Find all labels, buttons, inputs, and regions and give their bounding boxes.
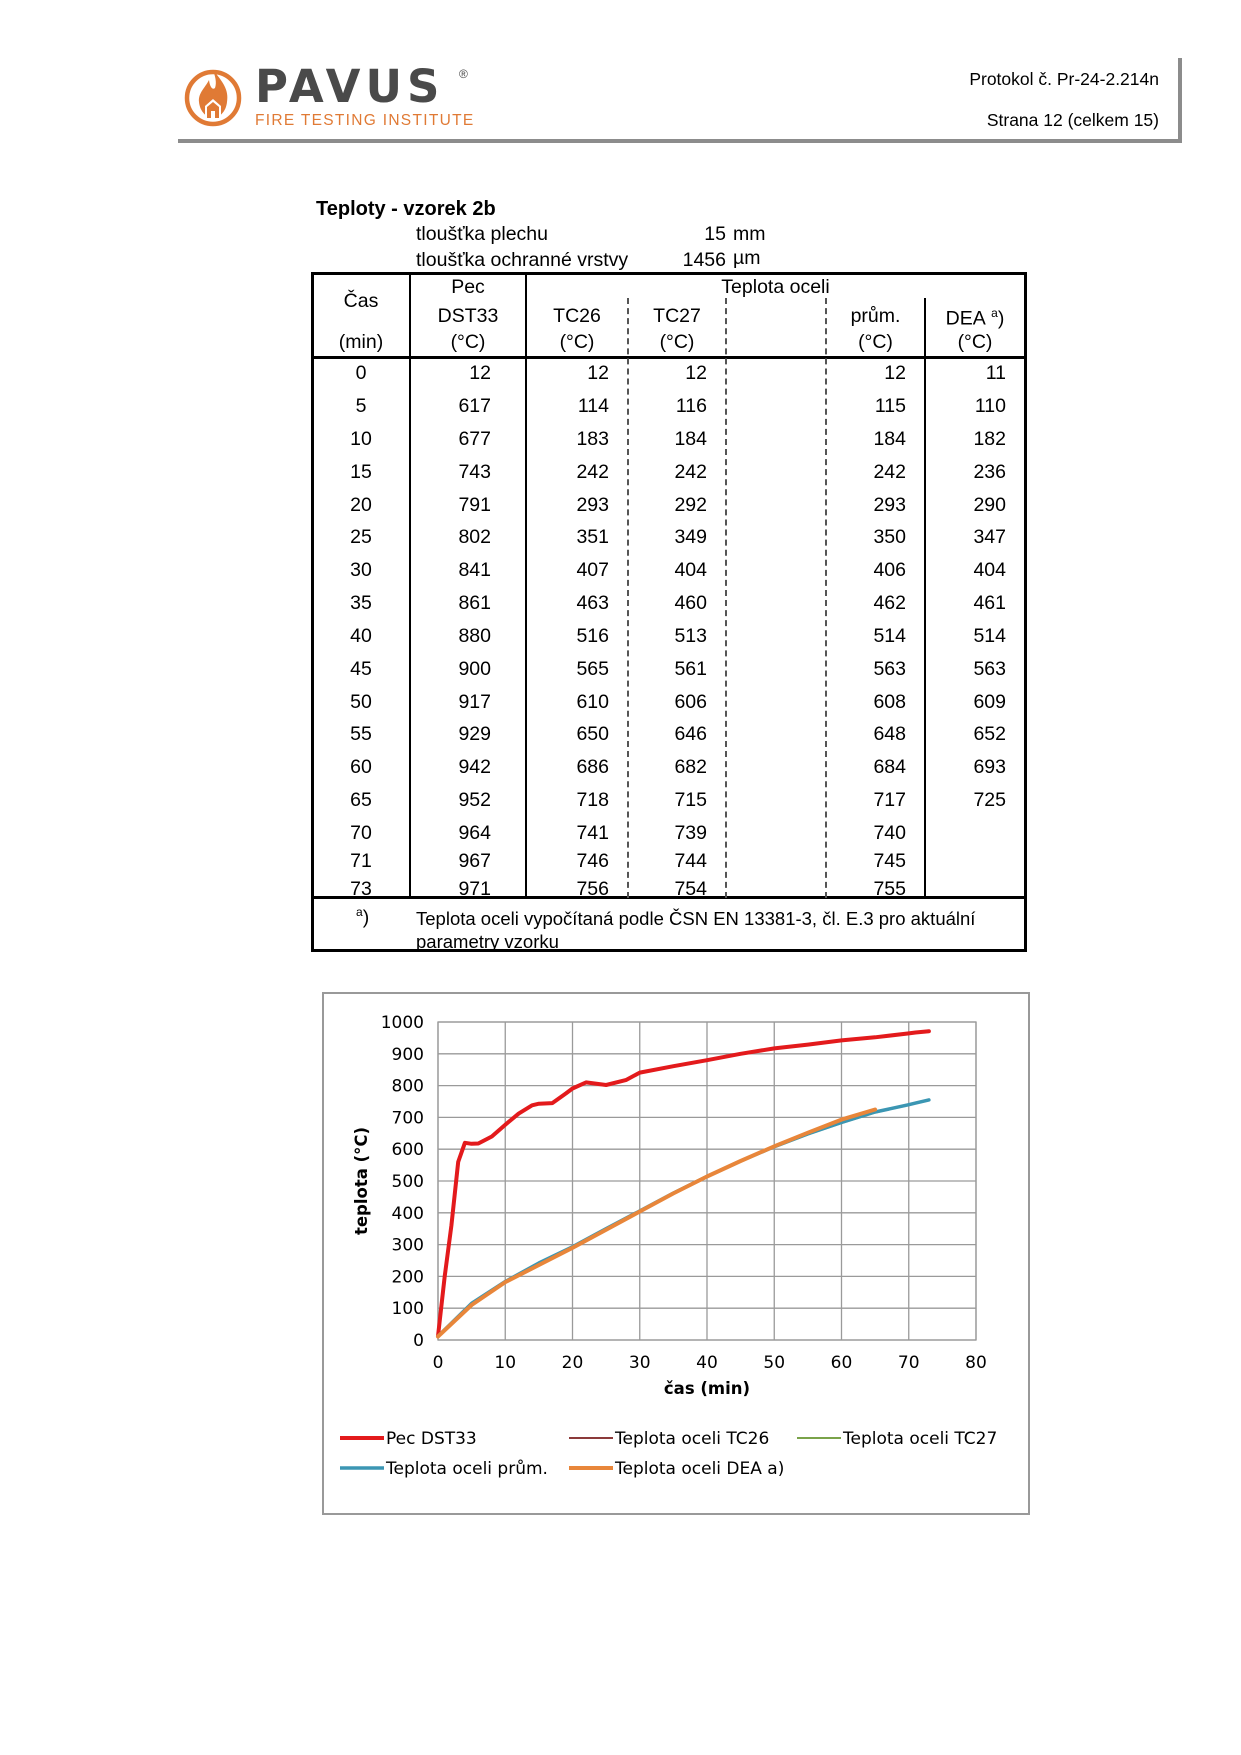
cell-tc27: 739 <box>674 822 707 844</box>
cell-mean: 563 <box>873 658 906 680</box>
col-header-time-unit: (min) <box>338 331 384 353</box>
cell-mean: 740 <box>873 822 906 844</box>
cell-dea: 404 <box>973 559 1006 581</box>
cell-tc27: 754 <box>674 878 707 900</box>
cell-tc26: 463 <box>576 592 609 614</box>
cell-furnace: 929 <box>458 723 491 745</box>
cell-mean: 242 <box>873 461 906 483</box>
cell-time: 60 <box>350 756 372 778</box>
cell-furnace: 900 <box>458 658 491 680</box>
y-tick-label: 700 <box>391 1108 424 1129</box>
temperature-chart <box>322 992 1030 1515</box>
col-header-tc26-unit: (°C) <box>559 331 595 353</box>
y-tick-label: 300 <box>391 1235 424 1256</box>
legend-label: Teplota oceli TC27 <box>843 1429 998 1449</box>
y-axis-title: teplota (°C) <box>352 1126 371 1236</box>
table-header-rule <box>311 356 1027 359</box>
param-unit-plate: mm <box>733 223 766 245</box>
cell-time: 70 <box>350 822 372 844</box>
cell-dea: 110 <box>974 395 1006 417</box>
cell-dea: 725 <box>973 789 1006 811</box>
cell-tc26: 114 <box>577 395 609 417</box>
footnote-text-line2: parametry vzorku <box>416 931 559 952</box>
param-unit-coating: µm <box>733 247 761 269</box>
cell-tc27: 242 <box>674 461 707 483</box>
cell-mean: 115 <box>874 395 906 417</box>
cell-furnace: 841 <box>458 559 491 581</box>
cell-time: 71 <box>350 850 372 872</box>
y-tick-label: 900 <box>391 1044 424 1065</box>
cell-furnace: 677 <box>458 428 491 450</box>
col-header-time: Čas <box>343 290 379 312</box>
cell-dea: 236 <box>973 461 1006 483</box>
cell-tc27: 646 <box>674 723 707 745</box>
footnote-text-line1: Teplota oceli vypočítaná podle ČSN EN 13381-3, čl. E.3 pro aktuální <box>416 908 976 929</box>
cell-dea: 347 <box>973 526 1006 548</box>
param-label-plate: tloušťka plechu <box>416 223 548 245</box>
section-title: Teploty - vzorek 2b <box>316 198 496 220</box>
flame-logo-icon <box>183 66 243 128</box>
x-tick-label: 60 <box>830 1353 853 1373</box>
cell-tc26: 565 <box>576 658 609 680</box>
col-header-tc27: TC27 <box>653 305 701 327</box>
cell-dea: 693 <box>973 756 1006 778</box>
cell-tc27: 116 <box>675 395 707 417</box>
cell-tc26: 242 <box>576 461 609 483</box>
cell-time: 50 <box>350 691 372 713</box>
cell-time: 73 <box>350 878 372 900</box>
cell-time: 20 <box>350 494 372 516</box>
cell-furnace: 964 <box>458 822 491 844</box>
cell-mean: 684 <box>873 756 906 778</box>
y-tick-label: 400 <box>391 1203 424 1224</box>
brand-subtitle: FIRE TESTING INSTITUTE <box>255 112 475 129</box>
cell-tc27: 744 <box>674 850 707 872</box>
legend-label: Pec DST33 <box>386 1429 477 1449</box>
col-header-steel-temp: Teplota oceli <box>721 276 830 298</box>
cell-furnace: 802 <box>458 526 491 548</box>
cell-time: 25 <box>350 526 372 548</box>
param-value-coating: 1456 <box>682 249 726 271</box>
legend-label: Teplota oceli prům. <box>386 1459 548 1479</box>
x-tick-label: 50 <box>763 1353 786 1373</box>
cell-dea: 11 <box>985 362 1006 384</box>
cell-tc27: 682 <box>674 756 707 778</box>
cell-time: 10 <box>350 428 372 450</box>
cell-dea: 182 <box>973 428 1006 450</box>
series-line <box>438 1100 929 1337</box>
cell-time: 30 <box>350 559 372 581</box>
y-tick-label: 200 <box>391 1267 424 1288</box>
cell-tc26: 293 <box>576 494 609 516</box>
brand-registered-mark: ® <box>459 67 468 81</box>
cell-mean: 350 <box>873 526 906 548</box>
cell-tc26: 610 <box>576 691 609 713</box>
cell-dea: 652 <box>973 723 1006 745</box>
cell-dea: 514 <box>973 625 1006 647</box>
param-value-plate: 15 <box>704 223 726 245</box>
cell-time: 40 <box>350 625 372 647</box>
series-line <box>438 1100 929 1336</box>
cell-furnace: 861 <box>458 592 491 614</box>
cell-tc27: 513 <box>674 625 707 647</box>
col-header-tc27-unit: (°C) <box>659 331 695 353</box>
cell-time: 5 <box>355 395 367 417</box>
cell-tc26: 407 <box>576 559 609 581</box>
cell-tc27: 460 <box>674 592 707 614</box>
cell-tc26: 756 <box>576 878 609 900</box>
cell-mean: 293 <box>873 494 906 516</box>
x-tick-label: 80 <box>965 1353 987 1373</box>
cell-time: 0 <box>355 362 367 384</box>
cell-time: 35 <box>350 592 372 614</box>
cell-furnace: 952 <box>458 789 491 811</box>
cell-tc27: 184 <box>674 428 707 450</box>
x-tick-label: 20 <box>561 1353 584 1373</box>
legend-label: Teplota oceli TC26 <box>615 1429 770 1449</box>
col-header-furnace: Pec <box>451 276 485 298</box>
col-header-furnace-id: DST33 <box>437 305 499 327</box>
cell-furnace: 791 <box>458 494 491 516</box>
cell-tc26: 686 <box>576 756 609 778</box>
y-tick-label: 800 <box>391 1076 424 1097</box>
protocol-number: Protokol č. Pr-24-2.214n <box>969 69 1159 89</box>
col-header-mean-unit: (°C) <box>858 331 893 353</box>
cell-tc26: 183 <box>576 428 609 450</box>
cell-time: 15 <box>350 461 372 483</box>
cell-tc26: 12 <box>587 362 609 384</box>
series-line <box>438 1100 929 1336</box>
cell-tc27: 292 <box>674 494 707 516</box>
cell-tc27: 715 <box>674 789 707 811</box>
table-col-dashed-rule <box>725 298 727 898</box>
cell-tc26: 741 <box>576 822 609 844</box>
cell-time: 45 <box>350 658 372 680</box>
cell-mean: 184 <box>873 428 906 450</box>
legend-label: Teplota oceli DEA a) <box>615 1459 785 1479</box>
series-line <box>438 1031 929 1336</box>
cell-mean: 755 <box>873 878 906 900</box>
cell-tc26: 650 <box>576 723 609 745</box>
y-tick-label: 0 <box>413 1331 424 1351</box>
footnote-marker: a <box>991 306 998 320</box>
header-rule-right <box>1178 58 1182 143</box>
cell-dea: 563 <box>973 658 1006 680</box>
cell-furnace: 12 <box>469 362 491 384</box>
cell-furnace: 617 <box>458 395 491 417</box>
x-axis-title: čas (min) <box>663 1379 751 1398</box>
cell-tc27: 349 <box>674 526 707 548</box>
cell-mean: 462 <box>873 592 906 614</box>
param-label-coating: tloušťka ochranné vrstvy <box>416 251 629 271</box>
cell-tc27: 404 <box>674 559 707 581</box>
cell-tc26: 351 <box>576 526 609 548</box>
footnote-mark: $^a$) <box>356 905 370 929</box>
col-header-mean: prům. <box>850 305 901 327</box>
cell-tc26: 746 <box>576 850 609 872</box>
cell-tc27: 12 <box>685 362 707 384</box>
y-tick-label: 1000 <box>380 1013 424 1033</box>
brand-name: PAVUS <box>255 60 445 113</box>
cell-tc26: 718 <box>576 789 609 811</box>
x-tick-label: 10 <box>494 1353 517 1373</box>
cell-time: 65 <box>350 789 372 811</box>
col-header-dea: DEA $^a$) <box>945 306 1005 330</box>
cell-mean: 514 <box>873 625 906 647</box>
y-tick-label: 600 <box>391 1140 424 1161</box>
cell-mean: 12 <box>884 362 906 384</box>
cell-mean: 717 <box>873 789 906 811</box>
cell-mean: 745 <box>873 850 906 872</box>
col-header-tc26: TC26 <box>553 305 601 327</box>
cell-dea: 290 <box>973 494 1006 516</box>
cell-mean: 406 <box>873 559 906 581</box>
cell-dea: 609 <box>973 691 1006 713</box>
y-tick-label: 100 <box>391 1299 424 1320</box>
cell-time: 55 <box>350 723 372 745</box>
cell-tc27: 561 <box>674 658 707 680</box>
y-tick-label: 500 <box>391 1172 424 1192</box>
cell-tc27: 606 <box>674 691 707 713</box>
cell-furnace: 967 <box>458 850 491 872</box>
logo <box>183 60 483 134</box>
x-tick-label: 30 <box>628 1353 651 1373</box>
cell-furnace: 917 <box>458 691 491 713</box>
x-tick-label: 0 <box>432 1353 444 1373</box>
col-header-dea-unit: (°C) <box>957 331 993 353</box>
x-tick-label: 70 <box>897 1353 920 1373</box>
x-tick-label: 40 <box>696 1353 718 1373</box>
cell-furnace: 880 <box>458 625 491 647</box>
series-line <box>438 1110 875 1337</box>
page-number: Strana 12 (celkem 15) <box>986 110 1159 130</box>
cell-dea: 461 <box>973 592 1006 614</box>
header-rule-bottom <box>178 139 1181 143</box>
col-header-furnace-unit: (°C) <box>450 331 486 353</box>
cell-furnace: 743 <box>458 461 491 483</box>
cell-tc26: 516 <box>576 625 609 647</box>
cell-mean: 608 <box>873 691 906 713</box>
cell-furnace: 942 <box>458 756 491 778</box>
cell-furnace: 971 <box>458 878 491 900</box>
cell-mean: 648 <box>873 723 906 745</box>
